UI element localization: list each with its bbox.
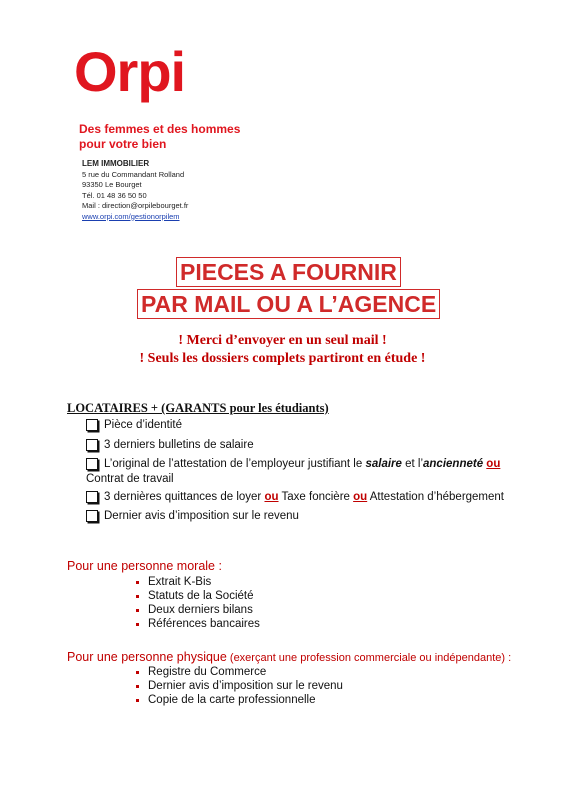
tagline	[79, 122, 240, 152]
checkbox-icon	[86, 439, 98, 451]
tagline-line-2: pour votre bien	[79, 137, 167, 151]
morale-heading: Pour une personne morale :	[67, 559, 222, 573]
item-text: Extrait K-Bis	[148, 576, 212, 588]
morale-list-item	[136, 575, 211, 589]
physique-list-item	[136, 665, 266, 679]
item-text: Attestation d’hébergement	[367, 491, 505, 503]
item-or: ou	[264, 491, 279, 503]
bullet-icon	[136, 623, 139, 626]
item-or: ou	[353, 491, 368, 503]
agency-address-2: 93350 Le Bourget	[82, 180, 142, 189]
item-text: Références bancaires	[148, 618, 260, 630]
agency-info	[82, 159, 188, 222]
item-text: Dernier avis d’imposition sur le revenu	[148, 680, 343, 692]
item-or: ou	[486, 458, 501, 470]
physique-heading-note: (exerçant une profession commerciale ou indépendante) :	[226, 652, 512, 664]
checklist-item-bulletins	[86, 438, 254, 453]
physique-list-item	[136, 693, 316, 707]
agency-website-link[interactable]: www.orpi.com/gestionorpilem	[82, 211, 180, 221]
checkbox-icon	[86, 491, 98, 503]
morale-list-item	[136, 617, 260, 631]
agency-address-1: 5 rue du Commandant Rolland	[82, 169, 185, 179]
bullet-icon	[136, 595, 139, 598]
item-emphasis-salaire: salaire	[365, 458, 402, 470]
title-line-2: PAR MAIL OU A L’AGENCE	[137, 289, 440, 319]
locataires-heading: LOCATAIRES + (GARANTS pour les étudiants)	[67, 401, 329, 415]
checklist-item-quittances	[86, 490, 504, 505]
orpi-logo: Orpi	[74, 40, 186, 103]
morale-list-item	[136, 603, 253, 617]
bullet-icon	[136, 609, 139, 612]
item-text: Registre du Commerce	[148, 666, 267, 678]
notice-line-2: ! Seuls les dossiers complets partiront en étude !	[139, 351, 426, 366]
bullet-icon	[136, 671, 139, 674]
checkbox-icon	[86, 458, 98, 470]
title-line-1: PIECES A FOURNIR	[176, 257, 401, 287]
bullet-icon	[136, 685, 139, 688]
notice-line-1: ! Merci d’envoyer en un seul mail !	[178, 333, 387, 348]
physique-heading-main: Pour une personne physique	[67, 650, 227, 664]
checklist-item-attestation	[86, 457, 500, 472]
checklist-item-identite	[86, 418, 182, 433]
checkbox-icon	[86, 419, 98, 431]
item-text: L’original de l’attestation de l’employeur justifiant le	[104, 458, 366, 470]
item-text: Statuts de la Société	[148, 590, 254, 602]
agency-name: LEM IMMOBILIER	[82, 159, 150, 168]
item-text: et l’	[401, 458, 424, 470]
item-text: Taxe foncière	[278, 491, 354, 503]
item-text: 3 derniers bulletins de salaire	[104, 439, 254, 451]
physique-heading	[67, 650, 511, 664]
morale-list-item	[136, 589, 253, 603]
physique-list-item	[136, 679, 343, 693]
agency-phone: Tél. 01 48 36 50 50	[82, 190, 147, 200]
agency-mail: Mail : direction@orpilebourget.fr	[82, 201, 189, 210]
bullet-icon	[136, 699, 139, 702]
item-emphasis-anciennete: ancienneté	[423, 458, 484, 470]
bullet-icon	[136, 581, 139, 584]
item-text: Pièce d’identité	[104, 419, 182, 431]
item-text: Dernier avis d’imposition sur le revenu	[104, 510, 299, 522]
item-text: Copie de la carte professionnelle	[148, 694, 316, 706]
item-text: Deux derniers bilans	[148, 604, 253, 616]
checkbox-icon	[86, 510, 98, 522]
item-text: 3 dernières quittances de loyer	[104, 491, 265, 503]
tagline-line-1: Des femmes et des hommes	[79, 122, 241, 136]
checklist-item-imposition	[86, 509, 299, 524]
item-continuation: Contrat de travail	[86, 473, 174, 485]
